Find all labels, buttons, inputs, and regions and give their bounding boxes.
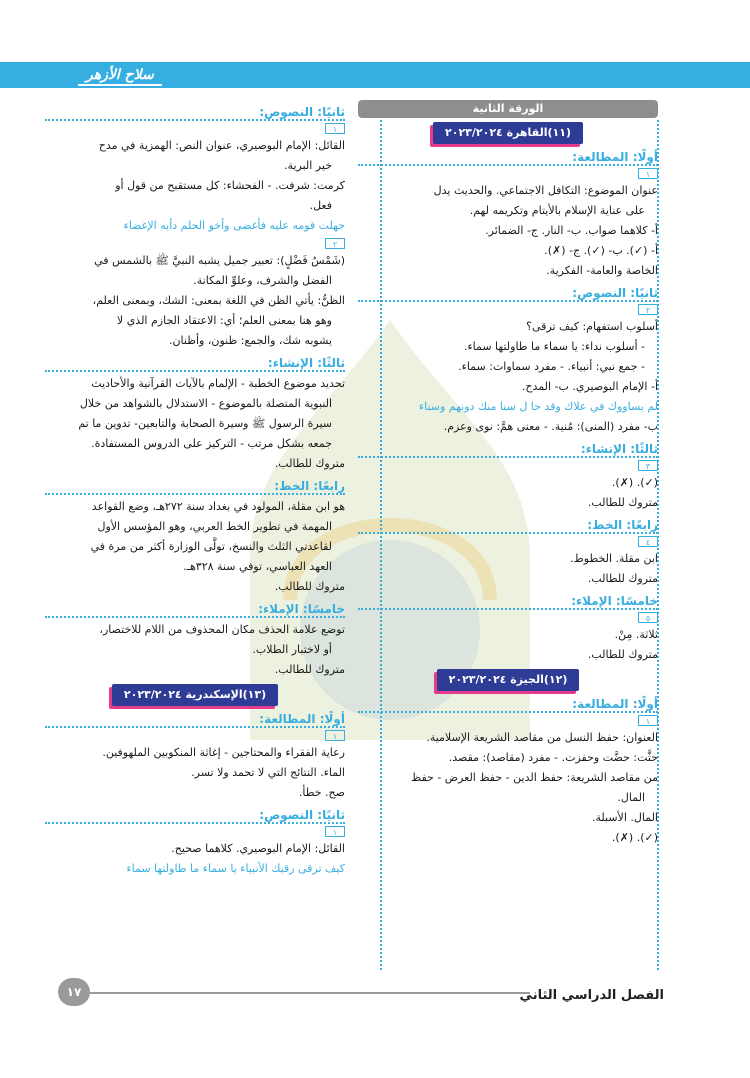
section-heading: ثالثًا: الإنشاء:: [45, 354, 345, 372]
answer-line: أ- (✓). ب- (✓). ج- (✗).: [544, 244, 658, 257]
answer-line: أ- الإمام البوصيري. ب- المدح.: [521, 380, 658, 393]
section-heading: ثانيًا: النصوص:: [45, 103, 345, 121]
answer-line: ب- مفرد (المنى): مُنية. - معنى همَّ: نوى وعزم.: [443, 420, 658, 433]
sheet-title: الورقة الثانية: [358, 100, 658, 118]
answer-line: - جمع نبي: أنبياء. - مفرد سماوات: سماء.: [458, 360, 645, 373]
answer-line: عنوان الموضوع: التكافل الاجتماعي. والحديث يدل: [433, 184, 658, 197]
exam-tag-cairo: (١١)القاهرة ٢٠٢٣/٢٠٢٤: [433, 122, 583, 144]
answer-line: سيرة الرسول ﷺ وسيرة الصحابة والتابعين- تدوين ما تم: [78, 417, 332, 430]
answer-line: الماء. النتائج التي لا تحمد ولا تسر.: [191, 766, 345, 779]
answer-line: أو لاختبار الطلاب.: [252, 643, 332, 656]
answer-line: تحديد موضوع الخطبة - الإلمام بالآيات القرآنية والأحاديث: [91, 377, 345, 390]
question-number: ١: [325, 730, 345, 741]
answer-line: (✓). (✗).: [611, 476, 658, 489]
poem-verse: لم يساووك في علاك وقد حا ل سنا منك دونهم وسناء: [418, 400, 658, 413]
section-heading: ثانيًا: النصوص:: [358, 284, 658, 302]
section-heading: ثانيًا: النصوص:: [45, 806, 345, 824]
question-number: ٤: [638, 536, 658, 547]
question-number: ١: [325, 123, 345, 134]
question-number: ٢: [325, 238, 345, 249]
brand-logo: سلاح الأزهر: [78, 64, 162, 86]
answer-line: المهمة في تطوير الخط العربي، وهو المؤسس الأول: [97, 520, 332, 533]
answer-line: ثلاثة. مِنْ.: [614, 628, 658, 641]
answer-line: العنوان: حفظ النسل من مقاصد الشريعة الإسلامية.: [426, 731, 658, 744]
answer-line: ابن مقلة. الخطوط.: [570, 552, 658, 565]
footer-title: الفصل الدراسي الثاني: [519, 988, 664, 1003]
answer-line: الظنُّ: يأتي الظن في اللغة بمعنى: الشك، وبمعنى العلم،: [92, 294, 345, 307]
section-heading: أولًا: المطالعة:: [358, 148, 658, 166]
answer-line: جمعه بشكل مرتب - التركيز على الدروس المستفادة.: [91, 437, 332, 450]
section-heading: خامسًا: الإملاء:: [45, 600, 345, 618]
answer-line: العهد العباسي، توفي سنة ٣٢٨هـ.: [183, 560, 332, 573]
question-number: ١: [638, 168, 658, 179]
answer-line: أسلوب استفهام: كيف ترقى؟: [526, 320, 658, 333]
section-heading: ثالثًا: الإنشاء:: [358, 440, 658, 458]
answer-line: متروك للطالب.: [587, 496, 658, 509]
answer-line: الفضل والشرف، وعلوِّ المكانة.: [193, 274, 332, 287]
question-number: ٥: [638, 612, 658, 623]
section-heading: رابعًا: الخط:: [45, 477, 345, 495]
answer-column-left: [45, 100, 345, 879]
answer-line: متروك للطالب.: [274, 663, 345, 676]
answer-line: على عناية الإسلام بالأيتام وتكريمه لهم.: [469, 204, 645, 217]
footer-rule: [90, 992, 530, 994]
answer-line: القائل: الإمام البوصيري. كلاهما صحيح.: [171, 842, 345, 855]
answer-line: متروك للطالب.: [587, 648, 658, 661]
answer-line: حثَّت: حضَّت وحفزت. - مفرد (مقاصد): مقصد.: [448, 751, 658, 764]
answer-line: متروك للطالب.: [587, 572, 658, 585]
section-heading: أولًا: المطالعة:: [45, 710, 345, 728]
poem-verse: جهلت قومه عليه فأغضى وأخو الحلم دأبه الإغضاء: [123, 219, 345, 232]
exam-tag-alexandria: (١٣)الإسكندرية ٢٠٢٣/٢٠٢٤: [112, 684, 278, 706]
page-number: ١٧: [58, 978, 90, 1006]
question-number: ١: [638, 715, 658, 726]
answer-line: المال.: [617, 791, 645, 804]
answer-line: الخاصة والعامة- الفكرية.: [546, 264, 658, 277]
answer-line: فعل.: [309, 199, 332, 212]
answer-line: النبوية المتصلة بالموضوع - الاستدلال بالشواهد من خلال: [79, 397, 332, 410]
answer-line: القائل: الإمام البوصيري، عنوان النص: الهمزية في مدح: [98, 139, 345, 152]
answer-line: رعاية الفقراء والمحتاجين - إغاثة المنكوبين الملهوفين.: [102, 746, 345, 759]
answer-line: وهو هنا بمعنى العلم؛ أي: الاعتقاد الجازم الذي لا: [116, 314, 332, 327]
answer-line: يشوبه شك، والجمع: ظنون، وأظنان.: [168, 334, 332, 347]
answer-line: خير البرية.: [284, 159, 332, 172]
question-number: ٣: [638, 460, 658, 471]
section-heading: أولًا: المطالعة:: [358, 695, 658, 713]
answer-line: (✓). (✗).: [611, 831, 658, 844]
answer-line: متروك للطالب.: [274, 457, 345, 470]
answer-line: المال. الأسبلة.: [591, 811, 658, 824]
question-number: ٢: [638, 304, 658, 315]
poem-verse: كيف ترقى رقيك الأنبياء يا سماء ما طاولتها سماء: [126, 862, 345, 875]
answer-line: متروك للطالب.: [274, 580, 345, 593]
answer-column-right: [358, 100, 658, 848]
section-heading: رابعًا: الخط:: [358, 516, 658, 534]
answer-line: لقاعدتي الثلث والنسخ، تولَّى الوزارة أكثر من مرة في: [90, 540, 332, 553]
answer-line: - أسلوب نداء: يا سماء ما طاولتها سماء.: [463, 340, 645, 353]
answer-line: توضع علامة الحذف مكان المحذوف من اللام للاختصار،: [99, 623, 345, 636]
answer-line: (شَمْسُ فَضْلٍ): تعبير جميل يشبه النبيَّ ﷺ بالشمس في: [94, 254, 345, 267]
answer-line: أ- كلاهما صواب. ب- النار. ج- الضمائر.: [485, 224, 658, 237]
answer-line: صح. خطأ.: [298, 786, 345, 799]
section-heading: خامسًا: الإملاء:: [358, 592, 658, 610]
answer-line: من مقاصد الشريعة: حفظ الدين - حفظ العرض - حفظ: [411, 771, 658, 784]
answer-line: كرمت: شرفت. - الفحشاء: كل مستقبح من قول أو: [115, 179, 345, 192]
question-number: ١: [325, 826, 345, 837]
answer-line: هو ابن مقلة، المولود في بغداد سنة ٢٧٢هـ، وضع القواعد: [91, 500, 345, 513]
exam-tag-giza: (١٢)الجيزة ٢٠٢٣/٢٠٢٤: [437, 669, 580, 691]
